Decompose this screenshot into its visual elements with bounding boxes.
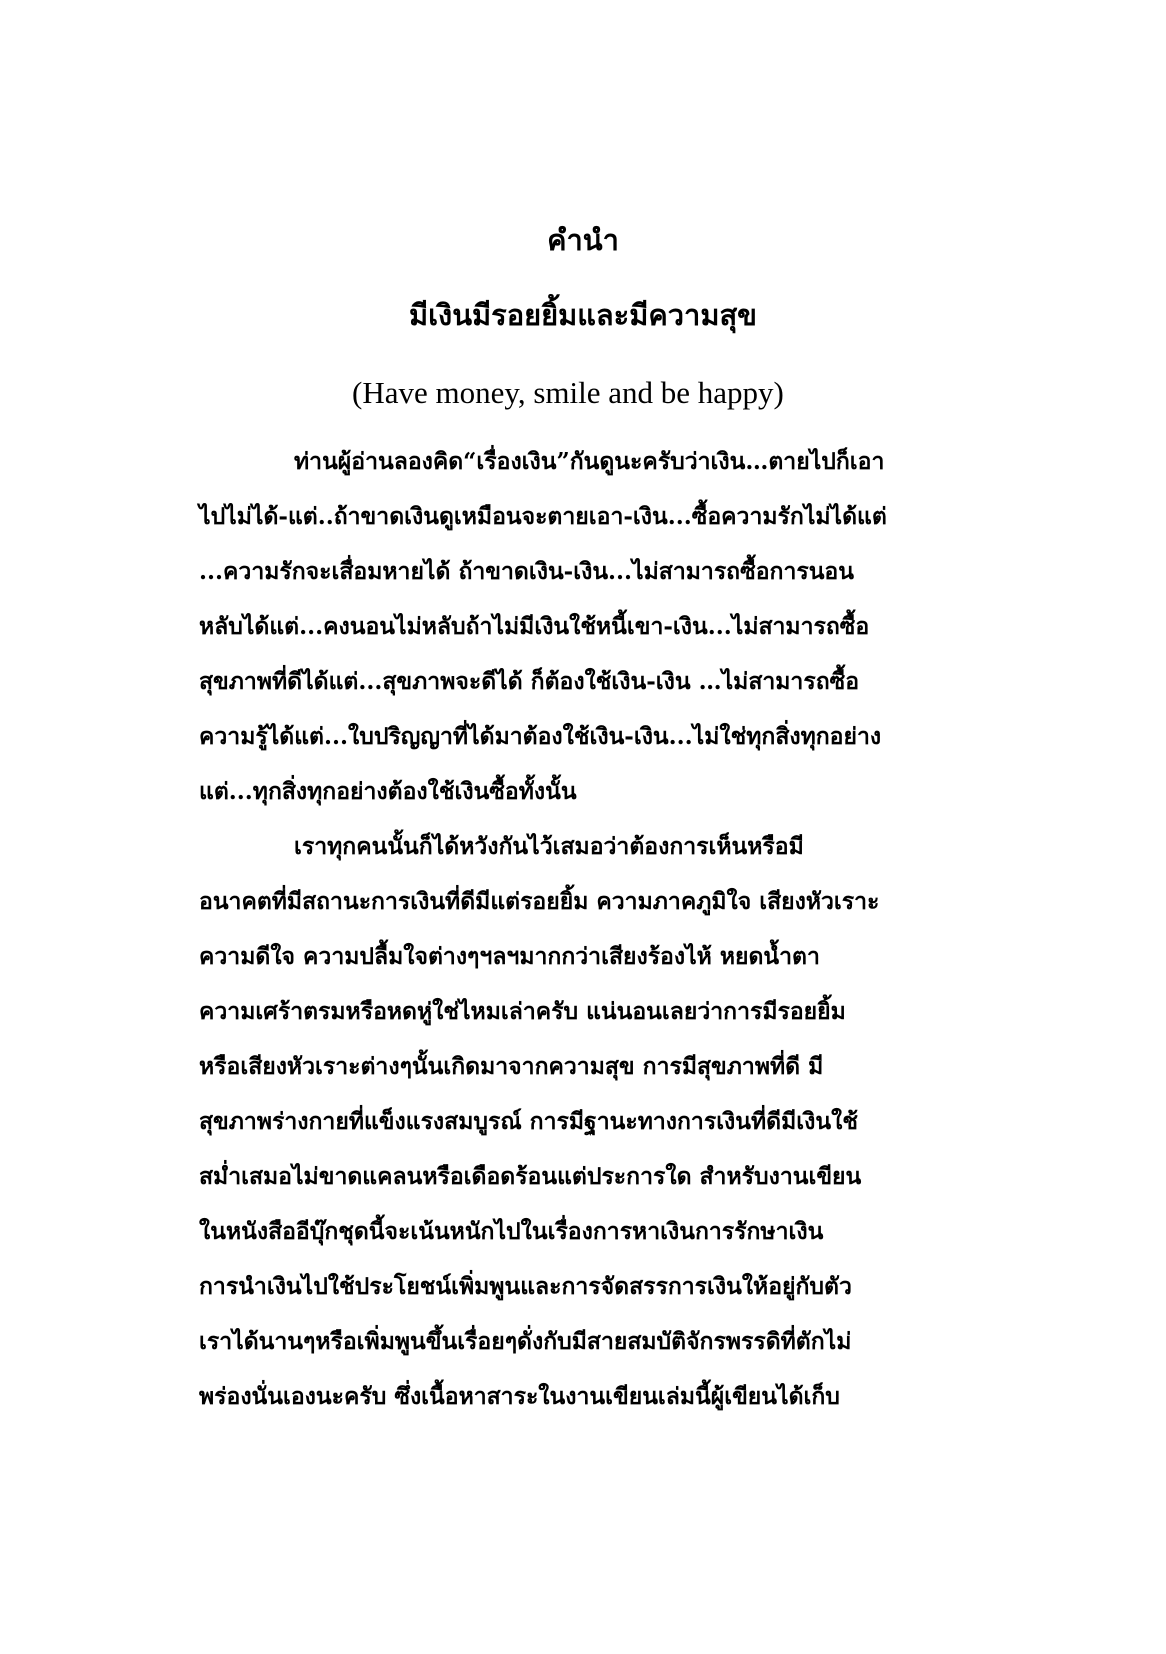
text-line: หรือเสียงหัวเราะต่างๆนั้นเกิดมาจากความสุข การมีสุขภาพที่ดี มี bbox=[199, 1053, 824, 1080]
document-title: มีเงินมีรอยยิ้มและมีความสุข bbox=[409, 298, 757, 332]
text-line: ความเศร้าตรมหรือหดหู่ใช่ไหมเล่าครับ แน่นอนเลยว่าการมีรอยยิ้ม bbox=[199, 998, 846, 1025]
text-line: สุขภาพร่างกายที่แข็งแรงสมบูรณ์ การมีฐานะทางการเงินที่ดีมีเงินใช้ bbox=[199, 1108, 858, 1135]
text-line: ในหนังสืออีบุ๊กชุดนี้จะเน้นหนักไปในเรื่องการหาเงินการรักษาเงิน bbox=[199, 1218, 824, 1245]
text-line: แต่...ทุกสิ่งทุกอย่างต้องใช้เงินซื้อทั้งนั้น bbox=[199, 778, 577, 805]
text-line: ความรู้ได้แต่...ใบปริญญาที่ได้มาต้องใช้เงิน-เงิน...ไม่ใช่ทุกสิ่งทุกอย่าง bbox=[199, 723, 882, 750]
body-text bbox=[199, 434, 979, 1424]
text-line: สุขภาพที่ดีได้แต่...สุขภาพจะดีได้ ก็ต้องใช้เงิน-เงิน …ไม่สามารถซื้อ bbox=[199, 668, 860, 695]
text-line: หลับได้แต่...คงนอนไม่หลับถ้าไม่มีเงินใช้หนี้เขา-เงิน...ไม่สามารถซื้อ bbox=[199, 613, 870, 640]
text-line: ท่านผู้อ่านลองคิด“เรื่องเงิน”กันดูนะครับว่าเงิน…ตายไปก็เอา bbox=[294, 448, 885, 475]
text-line: ความดีใจ ความปลื้มใจต่างๆฯลฯมากกว่าเสียงร้องไห้ หยดน้ำตา bbox=[199, 943, 820, 970]
text-line: อนาคตที่มีสถานะการเงินที่ดีมีแต่รอยยิ้ม ความภาคภูมิใจ เสียงหัวเราะ bbox=[199, 888, 880, 915]
text-line: ...ความรักจะเสื่อมหายได้ ถ้าขาดเงิน-เงิน...ไม่สามารถซื้อการนอน bbox=[199, 558, 854, 585]
text-line: สม่ำเสมอไม่ขาดแคลนหรือเดือดร้อนแต่ประการใด สำหรับงานเขียน bbox=[199, 1163, 862, 1190]
text-line: การนำเงินไปใช้ประโยชน์เพิ่มพูนและการจัดสรรการเงินให้อยู่กับตัว bbox=[199, 1273, 852, 1300]
text-line: เราได้นานๆหรือเพิ่มพูนขึ้นเรื่อยๆดั่งกับมีสายสมบัติจักรพรรดิที่ตักไม่ bbox=[199, 1328, 852, 1355]
text-line: เราทุกคนนั้นก็ได้หวังกันไว้เสมอว่าต้องการเห็นหรือมี bbox=[294, 833, 804, 860]
english-subtitle: (Have money, smile and be happy) bbox=[352, 375, 784, 410]
paragraph-1 bbox=[199, 434, 979, 819]
text-line: ไปไม่ได้-แต่..ถ้าขาดเงินดูเหมือนจะตายเอา-เงิน...ซื้อความรักไม่ได้แต่ bbox=[199, 503, 887, 530]
text-line: พร่องนั่นเองนะครับ ซึ่งเนื้อหาสาระในงานเขียนเล่มนี้ผู้เขียนได้เก็บ bbox=[199, 1383, 840, 1410]
paragraph-2 bbox=[199, 819, 979, 1424]
foreword-heading: คำนำ bbox=[547, 223, 619, 257]
